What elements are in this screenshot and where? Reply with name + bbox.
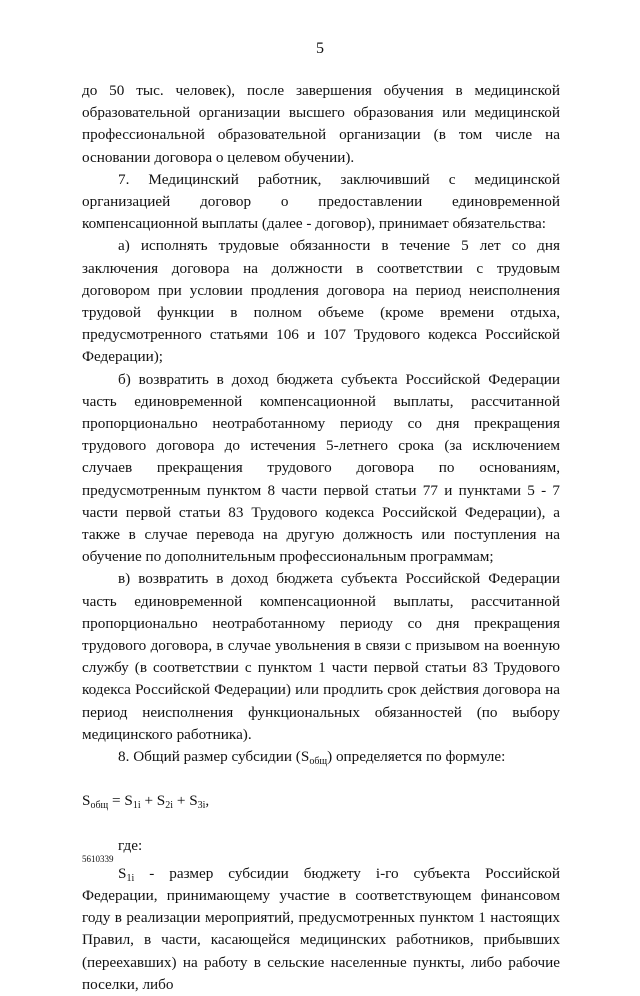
formula-lhs-sub: общ <box>90 800 109 812</box>
page-number: 5 <box>316 40 324 57</box>
formula-plus1: + S <box>140 792 166 810</box>
formula-t3-sub: 3i <box>197 800 206 812</box>
s1i-text: - размер субсидии бюджету i-го субъекта Российской Федерации, принимающему участие в соответствующем финансовом году в реализации мероприятий, предусмотренных пунктом 1 настоящих Правил, в части, касающейся медицинских работников, прибывших (переехавших) на работу в сельские населенные пункты, либо рабочие поселки, либо <box>82 864 560 993</box>
s1i-symbol: S <box>118 864 127 882</box>
paragraph-subitem-v: в) возвратить в доход бюджета субъекта Российской Федерации часть единовременной компенсационной выплаты, рассчитанной пропорционально неотработанному периоду со дня прекращения трудового договора, в случае увольнения в связи с призывом на военную службу (в соответствии с пунктом 1 части первой статьи 83 Трудового кодекса Российской Федерации) или продлить срок действия договора на период неисполнения функциональных обязанностей (по выбору медицинского работника). <box>82 570 560 743</box>
paragraph-item-8 <box>82 746 560 768</box>
formula-s: S <box>82 792 91 810</box>
paragraph-subitem-b: б) возвратить в доход бюджета субъекта Российской Федерации часть единовременной компенсационной выплаты, рассчитанной пропорционально неотработанному периоду со дня прекращения трудового договора до истечения 5-летнего срока (за исключением случаев прекращения трудового договора по основаниям, предусмотренным пунктом 8 части первой статьи 77 и пунктами 5 - 7 части первой статьи 83 Трудового кодекса Российской Федерации), а также в случае перевода на другую должность или поступления на обучение по дополнительным профессиональным программам; <box>82 370 560 566</box>
formula-t2-sub: 2i <box>165 800 174 812</box>
formula-end: , <box>205 792 210 810</box>
document-body <box>82 80 560 996</box>
paragraph-item-7: 7. Медицинский работник, заключивший с медицинской организацией договор о предоставлении единовременной компенсационной выплаты (далее - договор), принимает обязательства: <box>82 170 560 233</box>
document-code: 5610339 <box>82 854 114 864</box>
formula-eq: = S <box>108 792 133 810</box>
p8-text-pre: 8. Общий размер субсидии (S <box>118 748 310 766</box>
paragraph-s1i-definition <box>82 863 560 996</box>
formula-plus2: + S <box>173 792 198 810</box>
formula <box>82 790 560 812</box>
paragraph-subitem-a: а) исполнять трудовые обязанности в течение 5 лет со дня заключения договора на должности в соответствии с трудовым договором при условии продления договора на период неисполнения трудовой функции в полном объеме (кроме времени отдыха, предусмотренного статьями 106 и 107 Трудового кодекса Российской Федерации); <box>82 237 560 366</box>
paragraph-continuation: до 50 тыс. человек), после завершения обучения в медицинской образовательной организации высшего образования или медицинской профессиональной образовательной организации (в том числе на основании договора о целевом обучении). <box>82 82 560 166</box>
where-label: где: <box>118 836 143 854</box>
s1i-subscript: 1i <box>126 872 135 884</box>
p8-subscript: общ <box>309 756 328 768</box>
p8-text-post: ) определяется по формуле: <box>327 748 506 766</box>
formula-t1-sub: 1i <box>132 800 141 812</box>
